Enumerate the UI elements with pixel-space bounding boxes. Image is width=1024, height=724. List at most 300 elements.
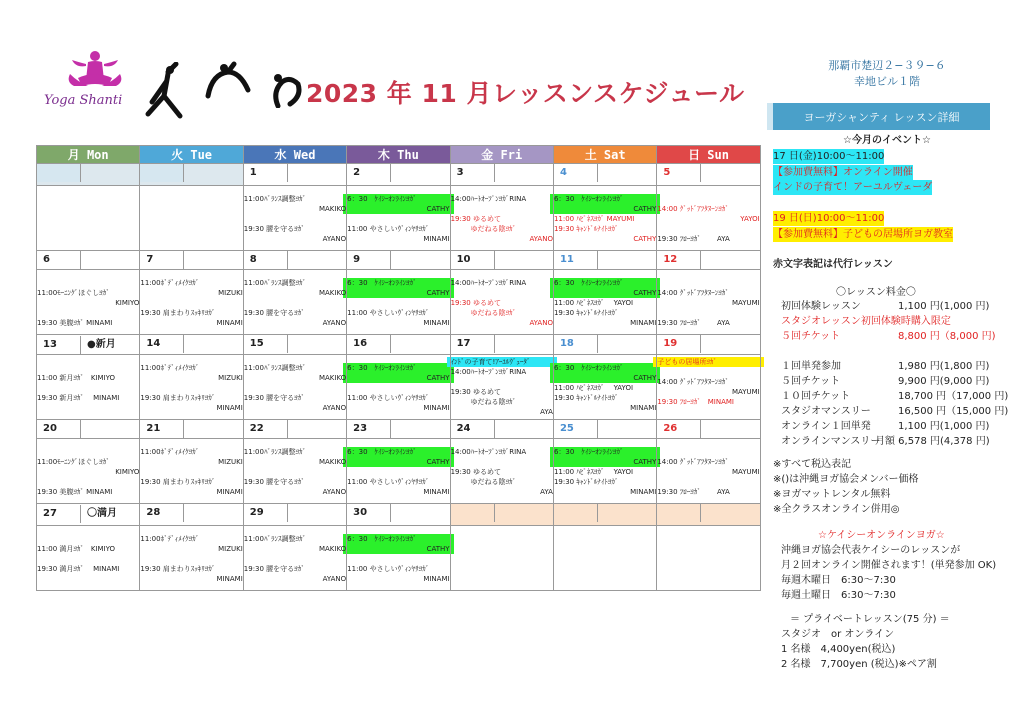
lesson-line	[347, 554, 449, 564]
lesson-line: 14:00ﾊｰﾄｵｰﾌﾟﾝﾖｶﾞRINA	[450, 279, 527, 287]
date-number: 13	[37, 336, 81, 354]
lesson-line: MAKIKO	[318, 205, 347, 213]
date-number: 8	[244, 251, 288, 269]
lesson-line: 6：30 ｹｲｼｰｵﾝﾗｲﾝﾖｶﾞ	[343, 363, 453, 373]
schedule-cell	[243, 186, 346, 251]
lesson-line: 6：30 ｹｲｼｰｵﾝﾗｲﾝﾖｶﾞ	[550, 194, 660, 204]
schedule-cell	[37, 355, 140, 420]
fee-value: 1,100 円(1,000 円)	[898, 301, 990, 312]
lesson-line: 11:00ﾓｰﾆﾝｸﾞほぐしﾖｶﾞ	[37, 458, 110, 466]
lesson-line: 11:00ﾊﾞﾗﾝｽ調整ﾖｶﾞ	[243, 195, 306, 203]
moon-note: 〇満月	[87, 508, 117, 519]
date-number	[451, 504, 495, 522]
date-number: 27	[37, 505, 81, 523]
lesson-line: 11:00ﾎﾞﾃﾞｨﾒｲｸﾖｶﾞ	[140, 448, 200, 456]
lesson-line	[37, 477, 139, 487]
lesson-line	[244, 214, 346, 224]
date-cell	[553, 420, 656, 439]
lesson-line: CATHY	[343, 373, 453, 383]
lesson-line: ゆだねる陰ﾖｶﾞ	[470, 309, 517, 317]
lesson-line: 11:00 やさしいｳﾞｨﾝﾔｻﾖｶﾞ	[347, 478, 430, 486]
lesson-line: 11:00 ﾊﾋﾟﾈｽﾖｶﾞ YAYOI	[553, 384, 634, 392]
date-cell	[37, 164, 140, 186]
lesson-line: 11:00 ﾊﾋﾟﾈｽﾖｶﾞ MAYUMI	[553, 215, 635, 223]
lesson-line: CATHY	[343, 204, 453, 214]
lesson-line	[244, 467, 346, 477]
date-number: 4	[554, 164, 598, 182]
date-cell	[657, 251, 760, 270]
lesson-line: 14:00ﾊｰﾄｵｰﾌﾟﾝﾖｶﾞRINA	[450, 368, 527, 376]
lesson-line: MINAMI	[423, 488, 450, 496]
date-number: 18	[554, 335, 598, 353]
fee-value: 16,500 円（15,000 円)	[898, 406, 1009, 417]
schedule-cell	[553, 439, 656, 504]
schedule-cell	[450, 270, 553, 335]
date-cell	[37, 504, 140, 526]
lesson-line: MINAMI	[423, 404, 450, 412]
lesson-line: 6：30 ｹｲｼｰｵﾝﾗｲﾝﾖｶﾞ	[343, 447, 453, 457]
schedule-cell	[37, 439, 140, 504]
day-header-fri: 金 Fri	[450, 146, 553, 164]
event-line: インドの子育て！アーユルヴェーダ	[773, 182, 933, 193]
date-number	[140, 164, 184, 182]
date-number: 14	[140, 335, 184, 353]
lesson-line: 子どもの居場所ﾖｶﾞ	[653, 357, 763, 367]
lesson-line: 11:00ﾎﾞﾃﾞｨﾒｲｸﾖｶﾞ	[140, 279, 200, 287]
date-number: 21	[140, 420, 184, 438]
lesson-line	[657, 278, 759, 288]
schedule-cell	[140, 526, 243, 591]
lesson-line: ゆだねる陰ﾖｶﾞ	[470, 478, 517, 486]
fee-value: 18,700 円（17,000 円)	[898, 391, 1009, 402]
schedule-cell	[450, 526, 553, 591]
fee-label: スタジオマンスリー	[781, 406, 871, 417]
address-line: 那覇市楚辺２−３９−６	[828, 59, 946, 72]
lesson-line: 19:30 ｷｬﾝﾄﾞﾙﾅｲﾄﾖｶﾞ	[553, 225, 619, 233]
lesson-line	[347, 467, 449, 477]
lesson-line: AYA	[540, 408, 553, 416]
date-cell	[140, 335, 243, 355]
date-cell	[140, 420, 243, 439]
lesson-line: 6：30 ｹｲｼｰｵﾝﾗｲﾝﾖｶﾞ	[550, 447, 660, 457]
logo-text: Yoga Shanti	[44, 93, 123, 108]
fee-label: オンライン１回単発	[781, 421, 871, 432]
address	[812, 58, 962, 90]
schedule-cell	[347, 355, 450, 420]
lesson-line: 11:00 やさしいｳﾞｨﾝﾔｻﾖｶﾞ	[347, 309, 430, 317]
lesson-line: 6：30 ｹｲｼｰｵﾝﾗｲﾝﾖｶﾞ	[343, 194, 453, 204]
fee-value: 1,100 円(1,000 円)	[898, 421, 990, 432]
schedule-cell	[37, 186, 140, 251]
schedule-cell	[140, 270, 243, 335]
schedule-cell	[243, 270, 346, 335]
date-number: 17	[451, 335, 495, 353]
lesson-line	[140, 298, 242, 308]
lesson-line: CATHY	[550, 204, 660, 214]
lesson-line: 11:00ﾎﾞﾃﾞｨﾒｲｸﾖｶﾞ	[140, 535, 200, 543]
lesson-line: MINAMI	[216, 404, 243, 412]
date-cell	[243, 164, 346, 186]
date-cell	[450, 164, 553, 186]
lesson-line: MAYUMI	[731, 388, 760, 396]
lesson-line: MINAMI	[630, 404, 657, 412]
event-line: 【参加費無料】オンライン開催	[773, 167, 913, 178]
moon-note: ●新月	[87, 339, 116, 350]
event-date: 19 日(日)10:00～11:00	[773, 213, 885, 224]
date-cell	[140, 164, 243, 186]
date-cell	[347, 335, 450, 355]
date-number: 22	[244, 420, 288, 438]
date-cell	[347, 251, 450, 270]
fee-label: ５回チケット	[781, 376, 841, 387]
lesson-line: 11:00 ﾊﾋﾟﾈｽﾖｶﾞ YAYOI	[553, 299, 634, 307]
day-header-sat: 土 Sat	[553, 146, 656, 164]
schedule-cell	[450, 355, 553, 420]
event-title: ☆今月のイベント☆	[843, 135, 931, 146]
date-cell	[657, 420, 760, 439]
lesson-line: 11:00ﾊﾞﾗﾝｽ調整ﾖｶﾞ	[243, 448, 306, 456]
lesson-line: CATHY	[343, 544, 453, 554]
lesson-line: 19:30 肩まわりｽｯｷﾘﾖｶﾞ	[140, 394, 216, 402]
lesson-line: 6：30 ｹｲｼｰｵﾝﾗｲﾝﾖｶﾞ	[343, 278, 453, 288]
lesson-line	[37, 554, 139, 564]
lesson-line: 11:00 ﾊﾋﾟﾈｽﾖｶﾞ YAYOI	[553, 468, 634, 476]
lesson-line: 14:00 ｸﾞｯﾄﾞｱﾌﾀﾇｰﾝﾖｶﾞ	[657, 458, 729, 466]
date-cell	[553, 164, 656, 186]
detail-header: ヨーガシャンティ レッスン詳細	[767, 103, 990, 130]
schedule-cell	[140, 355, 243, 420]
date-cell	[553, 504, 656, 526]
lesson-line	[37, 278, 139, 288]
lesson-line: MAYUMI	[731, 299, 760, 307]
date-cell	[553, 251, 656, 270]
schedule-cell	[140, 186, 243, 251]
date-number: 26	[657, 420, 701, 438]
date-cell	[450, 251, 553, 270]
date-cell	[243, 420, 346, 439]
lesson-line: MAYUMI	[731, 468, 760, 476]
lesson-line: 19:30 ゆるめて	[450, 468, 501, 476]
lesson-line: MAKIKO	[318, 289, 347, 297]
lesson-line: 19:30 腰を守るﾖｶﾞ	[243, 309, 305, 317]
lesson-line: AYANO	[322, 404, 347, 412]
lesson-line	[657, 367, 759, 377]
schedule-cell	[140, 439, 243, 504]
date-cell	[347, 420, 450, 439]
lesson-line: AYANO	[322, 319, 347, 327]
lesson-line: AYANO	[529, 319, 553, 327]
lesson-line: MINAMI	[423, 235, 450, 243]
date-number: 25	[554, 420, 598, 438]
schedule-cell	[243, 526, 346, 591]
lesson-line: 19:30 肩まわりｽｯｷﾘﾖｶﾞ	[140, 565, 216, 573]
lesson-line: ゆだねる陰ﾖｶﾞ	[470, 225, 517, 233]
private-line: 1 名様 4,400yen(税込)	[781, 644, 896, 655]
yoga-pose-icon	[200, 60, 255, 100]
lesson-line: 19:30 ｷｬﾝﾄﾞﾙﾅｲﾄﾖｶﾞ	[553, 309, 619, 317]
date-cell	[450, 420, 553, 439]
lesson-line: 14:00ﾊｰﾄｵｰﾌﾟﾝﾖｶﾞRINA	[450, 448, 527, 456]
schedule-cell	[657, 526, 760, 591]
lesson-line	[451, 377, 553, 387]
lesson-line: MAKIKO	[318, 458, 347, 466]
date-cell	[37, 420, 140, 439]
lesson-line: 19:30 腰を守るﾖｶﾞ	[243, 225, 305, 233]
lesson-line: MIZUKI	[218, 545, 243, 553]
date-cell	[450, 504, 553, 526]
lesson-line: 19:30 ﾌﾛｰﾖｶﾞ AYA	[657, 235, 730, 243]
day-header-sun: 日 Sun	[657, 146, 760, 164]
lesson-line: 11:00 やさしいｳﾞｨﾝﾔｻﾖｶﾞ	[347, 394, 430, 402]
date-cell	[657, 164, 760, 186]
date-number: 12	[657, 251, 701, 269]
lesson-line: 19:30 ゆるめて	[450, 299, 501, 307]
note-line: ※すべて税込表記	[773, 459, 852, 470]
cathy-line: 毎週木曜日 6:30～7:30	[781, 575, 896, 586]
lesson-line: 11:00ﾎﾞﾃﾞｨﾒｲｸﾖｶﾞ	[140, 364, 200, 372]
fee-label: ５回チケット	[781, 331, 841, 342]
yoga-pose-icon	[268, 68, 304, 108]
note-line: ※ヨガマットレンタル無料	[773, 489, 891, 500]
fee-label: オンラインマンスリー	[781, 436, 881, 447]
date-number: 10	[451, 251, 495, 269]
lesson-line: 19:30 新月ﾖｶﾞ MINAMI	[37, 394, 120, 402]
date-cell	[347, 504, 450, 526]
cathy-title: ☆ケイシーオンラインヨガ☆	[818, 530, 945, 541]
lesson-line: 11:00 やさしいｳﾞｨﾝﾔｻﾖｶﾞ	[347, 225, 430, 233]
date-number: 16	[347, 335, 391, 353]
lesson-line: MINAMI	[630, 319, 657, 327]
date-number: 15	[244, 335, 288, 353]
schedule-cell	[450, 439, 553, 504]
lesson-line: KIMIYO	[115, 299, 140, 307]
date-cell	[140, 504, 243, 526]
lesson-line: 11:00ﾊﾞﾗﾝｽ調整ﾖｶﾞ	[243, 535, 306, 543]
lesson-line: 11:00 新月ﾖｶﾞ KIMIYO	[37, 374, 116, 382]
date-cell	[553, 335, 656, 355]
lesson-line	[657, 477, 759, 487]
day-header-mon: 月 Mon	[37, 146, 140, 164]
lesson-line	[657, 224, 759, 234]
lesson-line	[140, 554, 242, 564]
private-line: 2 名様 7,700yen (税込)※ペア割	[781, 659, 937, 670]
lesson-line: AYANO	[322, 488, 347, 496]
lesson-line	[140, 467, 242, 477]
lesson-line: CATHY	[550, 457, 660, 467]
lesson-line	[37, 308, 139, 318]
schedule-cell	[243, 439, 346, 504]
lesson-line: MINAMI	[630, 488, 657, 496]
cathy-line: 月２回オンライン開催されます！(単発参加 OK)	[781, 560, 997, 571]
lesson-line: AYA	[540, 488, 553, 496]
substitute-note: 赤文字表記は代行レッスン	[773, 259, 893, 270]
lesson-line: 19:30 美腹ﾖｶﾞ MINAMI	[37, 488, 113, 496]
lesson-line	[451, 204, 553, 214]
lesson-line: ｲﾝﾄﾞの子育て!ｱｰﾕﾙｳﾞｪｰﾀﾞ	[447, 357, 557, 367]
date-number: 3	[451, 164, 495, 182]
date-number: 11	[554, 251, 598, 269]
date-number: 24	[451, 420, 495, 438]
date-cell	[657, 504, 760, 526]
lesson-line: MINAMI	[423, 319, 450, 327]
lesson-line	[657, 447, 759, 457]
date-cell	[243, 335, 346, 355]
lesson-line: 6：30 ｹｲｼｰｵﾝﾗｲﾝﾖｶﾞ	[343, 534, 453, 544]
lesson-line: AYANO	[322, 235, 347, 243]
date-number: 6	[37, 251, 81, 269]
lesson-line: 6：30 ｹｲｼｰｵﾝﾗｲﾝﾖｶﾞ	[550, 278, 660, 288]
date-number: 28	[140, 504, 184, 522]
lesson-line: 14:00ﾊｰﾄｵｰﾌﾟﾝﾖｶﾞRINA	[450, 195, 527, 203]
fee-title: 〇レッスン料金〇	[836, 287, 916, 298]
private-title: ＝ プライベートレッスン(75 分) ＝	[790, 614, 950, 625]
lesson-line: 19:30 美腹ﾖｶﾞ MINAMI	[37, 319, 113, 327]
lesson-line: CATHY	[550, 373, 660, 383]
lesson-line: MIZUKI	[218, 374, 243, 382]
lesson-line	[140, 383, 242, 393]
lesson-line: 14:00 ｸﾞｯﾄﾞｱﾌﾀﾇｰﾝﾖｶﾞ	[657, 289, 729, 297]
lesson-line: MAKIKO	[318, 374, 347, 382]
day-header-thu: 木 Thu	[347, 146, 450, 164]
schedule-cell	[347, 439, 450, 504]
lesson-line	[244, 554, 346, 564]
lesson-line	[347, 383, 449, 393]
fee-label: １回単発参加	[781, 361, 841, 372]
private-line: スタジオ or オンライン	[781, 629, 895, 640]
day-header-tue: 火 Tue	[140, 146, 243, 164]
lesson-line: CATHY	[343, 288, 453, 298]
lesson-line: 19:30 ﾌﾛｰﾖｶﾞ MINAMI	[657, 398, 734, 406]
lesson-line: 14:00 ｸﾞｯﾄﾞｱﾌﾀﾇｰﾝﾖｶﾞ	[657, 378, 729, 386]
fee-value: 8,800 円（8,000 円)	[898, 331, 996, 342]
date-cell	[37, 335, 140, 355]
lesson-line	[37, 383, 139, 393]
lesson-line: KIMIYO	[115, 468, 140, 476]
schedule-cell	[553, 270, 656, 335]
fee-label: 初回体験レッスン	[781, 301, 861, 312]
lesson-line: MIZUKI	[218, 458, 243, 466]
schedule-cell	[657, 270, 760, 335]
lesson-line	[37, 447, 139, 457]
fee-value: 9,900 円(9,000 円)	[898, 376, 990, 387]
date-number: 1	[244, 164, 288, 182]
lesson-line: 11:00ﾊﾞﾗﾝｽ調整ﾖｶﾞ	[243, 279, 306, 287]
schedule-cell	[37, 526, 140, 591]
note-line: ※()は沖縄ヨガ協会メンバー価格	[773, 474, 919, 485]
lesson-line: 19:30 ﾌﾛｰﾖｶﾞ AYA	[657, 319, 730, 327]
note-line: ※全クラスオンライン併用◎	[773, 504, 900, 515]
event-line: 【参加費無料】子どもの居場所ヨガ教室	[773, 229, 953, 240]
fee-label: スタジオレッスン初回体験時購入限定	[781, 316, 951, 327]
date-cell	[243, 251, 346, 270]
lesson-line: 19:30 ゆるめて	[450, 388, 501, 396]
lesson-line	[451, 457, 553, 467]
lesson-line: 19:30 腰を守るﾖｶﾞ	[243, 478, 305, 486]
lesson-line	[244, 298, 346, 308]
schedule-calendar	[36, 145, 761, 591]
date-number: 30	[347, 504, 391, 522]
schedule-cell	[657, 439, 760, 504]
lesson-line: ゆだねる陰ﾖｶﾞ	[470, 398, 517, 406]
date-cell	[450, 335, 553, 355]
date-number: 7	[140, 251, 184, 269]
lesson-line: MINAMI	[216, 319, 243, 327]
lesson-line: AYANO	[529, 235, 553, 243]
lesson-line: 19:30 ゆるめて	[450, 215, 501, 223]
lesson-line: CATHY	[633, 235, 657, 243]
day-header-wed: 水 Wed	[243, 146, 346, 164]
lesson-line: MIZUKI	[218, 289, 243, 297]
date-number	[554, 504, 598, 522]
fee-value: 月額 6,578 円(4,378 円)	[875, 436, 990, 447]
date-number: 29	[244, 504, 288, 522]
lesson-line: 19:30 ｷｬﾝﾄﾞﾙﾅｲﾄﾖｶﾞ	[553, 394, 619, 402]
date-number	[657, 504, 701, 522]
date-cell	[37, 251, 140, 270]
cathy-line: 毎週土曜日 6:30～7:30	[781, 590, 896, 601]
schedule-cell	[553, 526, 656, 591]
lesson-line: 19:30 肩まわりｽｯｷﾘﾖｶﾞ	[140, 478, 216, 486]
lesson-line: CATHY	[550, 288, 660, 298]
lesson-line	[37, 534, 139, 544]
schedule-cell	[657, 186, 760, 251]
lesson-line: MAKIKO	[318, 545, 347, 553]
lesson-line	[451, 288, 553, 298]
lesson-line: 19:30 腰を守るﾖｶﾞ	[243, 565, 305, 573]
date-cell	[347, 164, 450, 186]
lesson-line: YAYOI	[740, 215, 760, 223]
lesson-line: 19:30 満月ﾖｶﾞ MINAMI	[37, 565, 120, 573]
cathy-line: 沖縄ヨガ協会代表ケイシーのレッスンが	[781, 545, 961, 556]
fee-value: 1,980 円(1,800 円)	[898, 361, 990, 372]
date-number: 2	[347, 164, 391, 182]
date-cell	[140, 251, 243, 270]
schedule-cell	[553, 186, 656, 251]
lesson-line: 19:30 ﾌﾛｰﾖｶﾞ AYA	[657, 488, 730, 496]
schedule-cell	[347, 270, 450, 335]
lesson-line	[244, 383, 346, 393]
date-cell	[243, 504, 346, 526]
lesson-line: 11:00 やさしいｳﾞｨﾝﾔｻﾖｶﾞ	[347, 565, 430, 573]
schedule-cell	[347, 186, 450, 251]
date-number: 20	[37, 420, 81, 438]
schedule-cell	[657, 355, 760, 420]
date-number: 9	[347, 251, 391, 269]
address-line: 幸地ビル１階	[854, 75, 920, 88]
schedule-cell	[553, 355, 656, 420]
lesson-line: AYANO	[322, 575, 347, 583]
lesson-line	[347, 298, 449, 308]
lesson-line: 19:30 肩まわりｽｯｷﾘﾖｶﾞ	[140, 309, 216, 317]
event-date: 17 日(金)10:00～11:00	[773, 151, 885, 162]
lesson-line: 19:30 腰を守るﾖｶﾞ	[243, 394, 305, 402]
schedule-cell	[347, 526, 450, 591]
fee-label: １０回チケット	[781, 391, 851, 402]
date-cell	[657, 335, 760, 355]
lesson-line	[657, 194, 759, 204]
lesson-line: MINAMI	[423, 575, 450, 583]
schedule-cell	[37, 270, 140, 335]
date-number: 5	[657, 164, 701, 182]
lesson-line: 11:00ﾊﾞﾗﾝｽ調整ﾖｶﾞ	[243, 364, 306, 372]
lesson-line: 6：30 ｹｲｼｰｵﾝﾗｲﾝﾖｶﾞ	[550, 363, 660, 373]
yoga-pose-icon	[140, 62, 190, 122]
lesson-line	[347, 214, 449, 224]
date-number	[37, 164, 81, 182]
date-number: 19	[657, 335, 701, 353]
lesson-line	[37, 363, 139, 373]
date-number: 23	[347, 420, 391, 438]
